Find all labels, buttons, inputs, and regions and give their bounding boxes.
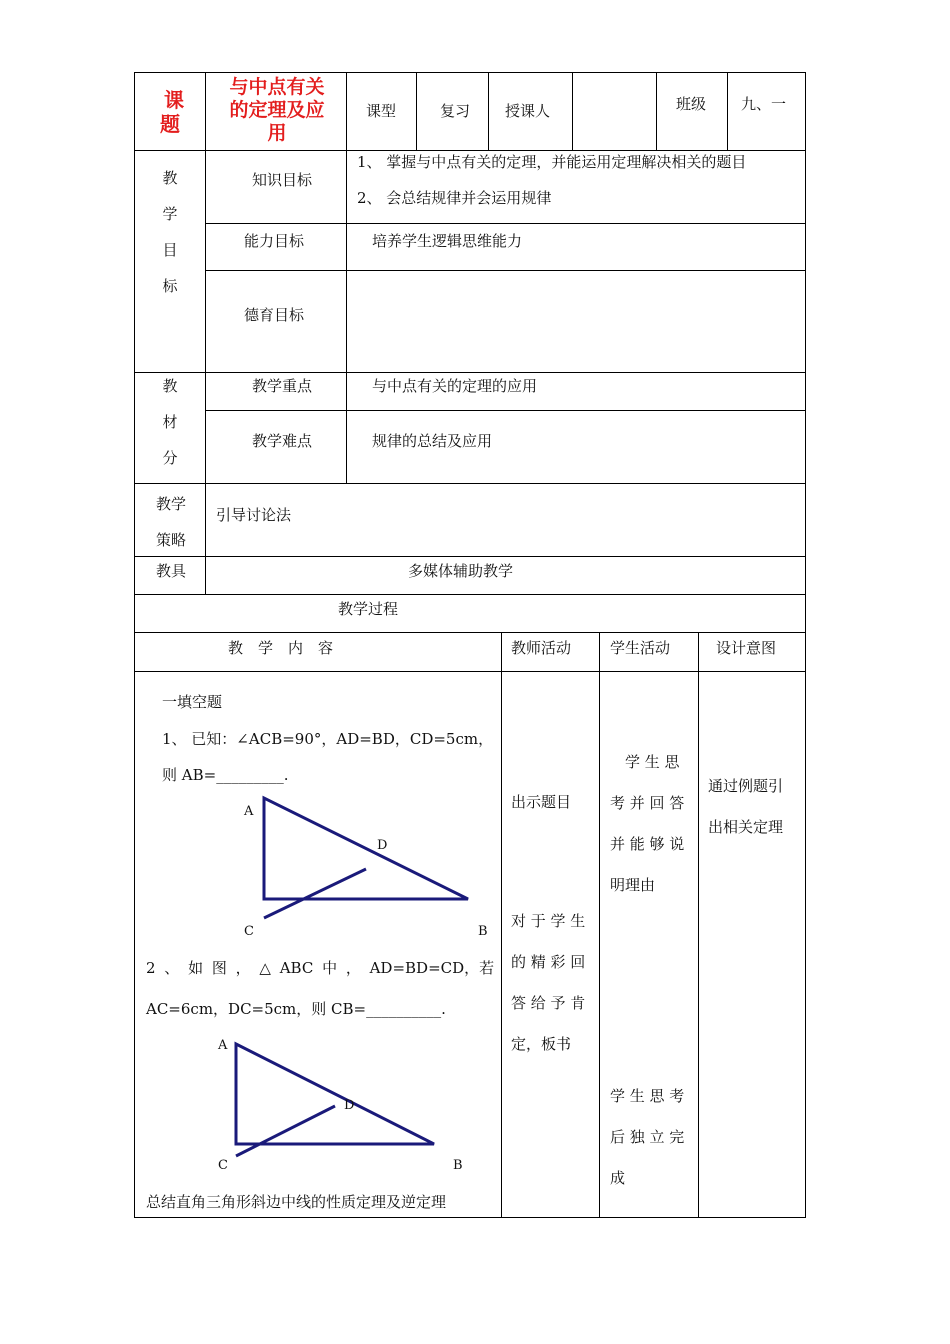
column-header-content: 教 学 内 容 (228, 639, 334, 657)
vertex-label-b: B (478, 924, 488, 939)
difficult-label: 教学难点 (252, 432, 313, 450)
median-cd (236, 1106, 335, 1156)
class-label: 班级 (676, 95, 707, 113)
vertex-label-d: D (377, 838, 388, 853)
vertex-label-c: C (218, 1158, 228, 1173)
median-cd (264, 869, 366, 918)
teacher-activity-1: 出示题目 (511, 793, 572, 811)
rule (599, 632, 600, 1218)
rule (205, 483, 206, 594)
triangle-abc (264, 798, 468, 899)
tools-text: 多媒体辅助教学 (408, 562, 514, 580)
question-2-blank: AC=6cm，DC=5cm，则 CB=__________. (146, 1000, 446, 1018)
column-header-intent: 设计意图 (716, 639, 777, 657)
question-1: 1、 已知：∠ACB=90°，AD=BD，CD=5cm， (162, 730, 494, 748)
topic-label: 课 题 (160, 88, 184, 136)
teacher-activity-2: 对 于 学 生 的 精 彩 回 答 给 予 肯 定，板书 (511, 912, 586, 1053)
question-2: 2 、 如 图 ， △ ABC 中 ， AD=BD=CD，若 (146, 959, 495, 977)
tools-label: 教具 (156, 562, 187, 580)
teacher-label: 授课人 (505, 102, 551, 120)
rule (727, 72, 728, 150)
rule (488, 72, 489, 150)
vertex-label-a: A (218, 1038, 228, 1053)
material-section-label: 教 材 分 (162, 377, 178, 467)
column-header-teacher: 教师活动 (511, 639, 572, 657)
rule (134, 150, 806, 151)
column-header-student: 学生活动 (610, 639, 671, 657)
topic-title: 与中点有关 的定理及应 用 (229, 76, 325, 144)
knowledge-item: 2、 会总结规律并会运用规律 (357, 189, 552, 207)
vertex-label-a: A (244, 804, 254, 819)
rule (346, 150, 347, 483)
rule (698, 632, 699, 1218)
vertex-label-b: B (453, 1158, 463, 1173)
vertex-label-d: D (344, 1098, 355, 1113)
rule (656, 72, 657, 150)
question-1-blank: 则 AB=_________. (162, 766, 289, 784)
strategy-text: 引导讨论法 (216, 506, 292, 524)
rule (572, 72, 573, 150)
rule (134, 556, 806, 557)
key-text: 与中点有关的定理的应用 (372, 377, 538, 395)
triangle-figure-2 (220, 1036, 460, 1166)
student-activity-1: 学 生 思 考 并 回 答 并 能 够 说 明理由 (610, 753, 685, 894)
rule (134, 372, 806, 373)
strategy-label: 教学 策略 (156, 495, 187, 549)
knowledge-item: 1、 掌握与中点有关的定理，并能运用定理解决相关的题目 (357, 153, 747, 171)
section-heading: 一填空题 (162, 693, 223, 711)
ability-label: 能力目标 (244, 232, 305, 250)
type-value: 复习 (440, 102, 471, 120)
moral-label: 德育目标 (244, 306, 305, 324)
rule (134, 671, 806, 672)
key-label: 教学重点 (252, 377, 313, 395)
vertex-label-c: C (244, 924, 254, 939)
rule (416, 72, 417, 150)
class-value: 九、一 (741, 95, 787, 113)
rule (134, 483, 806, 484)
type-label: 课型 (366, 102, 397, 120)
student-activity-2: 学 生 思 考 后 独 立 完 成 (610, 1087, 685, 1187)
rule (205, 150, 206, 483)
rule (205, 223, 806, 224)
rule (805, 72, 806, 1218)
rule (134, 632, 806, 633)
triangle-abc (236, 1044, 434, 1144)
rule (501, 632, 502, 1218)
process-title: 教学过程 (338, 600, 399, 618)
rule (134, 72, 806, 73)
rule (205, 72, 206, 150)
rule (346, 72, 347, 150)
knowledge-label: 知识目标 (252, 171, 313, 189)
summary-text: 总结直角三角形斜边中线的性质定理及逆定理 (146, 1193, 447, 1211)
rule (134, 1217, 806, 1218)
rule (134, 594, 806, 595)
ability-text: 培养学生逻辑思维能力 (372, 232, 523, 250)
goals-section-label: 教 学 目 标 (162, 169, 178, 295)
difficult-text: 规律的总结及应用 (372, 432, 493, 450)
rule (205, 270, 806, 271)
rule (134, 72, 135, 1218)
rule (205, 410, 806, 411)
triangle-figure-1 (230, 790, 500, 940)
design-intent: 通过例题引 出相关定理 (708, 777, 784, 836)
